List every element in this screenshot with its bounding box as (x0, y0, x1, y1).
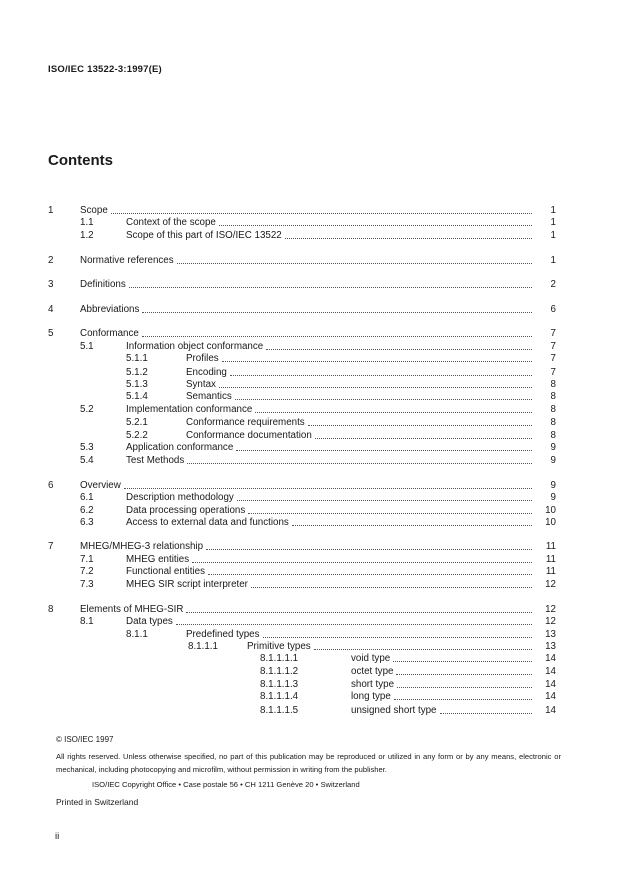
toc-entry-title: MHEG SIR script interpreter (126, 579, 248, 590)
toc-entry-number: 7.2 (80, 566, 94, 577)
toc-entry-title: Scope of this part of ISO/IEC 13522 (126, 230, 282, 241)
toc-entry-title: Primitive types (247, 641, 311, 652)
toc-entry-number: 8.1.1.1 (188, 641, 218, 652)
toc-entry[interactable] (0, 390, 619, 403)
toc-entry[interactable] (0, 254, 619, 267)
toc-entry-number: 8.1.1.1.3 (260, 679, 299, 690)
toc-entry[interactable] (0, 540, 619, 553)
toc-leader-dots (308, 425, 532, 426)
toc-entry-title: Description methodology (126, 492, 234, 503)
toc-entry-title: Scope (80, 205, 108, 216)
toc-leader-dots (219, 225, 532, 226)
toc-entry[interactable] (0, 303, 619, 316)
toc-leader-dots (292, 525, 532, 526)
toc-entry-page: 7 (550, 353, 556, 364)
toc-entry-number: 7.3 (80, 579, 94, 590)
toc-entry-title: MHEG entities (126, 554, 190, 565)
toc-entry-page: 2 (550, 279, 556, 290)
toc-entry-title: Context of the scope (126, 217, 216, 228)
toc-entry-page: 14 (545, 679, 556, 690)
toc-entry-title: Definitions (80, 279, 126, 290)
toc-entry-title: Data types (126, 616, 173, 627)
toc-entry-title: short type (351, 679, 395, 690)
toc-leader-dots (235, 399, 532, 400)
toc-entry-page: 8 (550, 379, 556, 390)
toc-entry-page: 14 (545, 666, 556, 677)
toc-leader-dots (255, 412, 532, 413)
toc-entry-number: 1.2 (80, 230, 94, 241)
toc-entry-page: 13 (545, 641, 556, 652)
toc-entry-title: Overview (80, 480, 121, 491)
toc-entry-number: 5.1.4 (126, 391, 148, 402)
toc-leader-dots (396, 674, 532, 675)
toc-entry-page: 10 (545, 517, 556, 528)
toc-entry-title: Encoding (186, 367, 227, 378)
toc-entry-number: 5.3 (80, 442, 94, 453)
toc-leader-dots (208, 574, 532, 575)
toc-entry-number: 5.2.2 (126, 430, 148, 441)
toc-entry-title: Information object conformance (126, 341, 264, 352)
toc-entry-number: 6.1 (80, 492, 94, 503)
toc-entry-page: 8 (550, 417, 556, 428)
printed-in-note: Printed in Switzerland (56, 797, 139, 807)
toc-entry-number: 3 (48, 279, 54, 290)
toc-entry-number: 8.1.1.1.1 (260, 653, 299, 664)
toc-entry[interactable] (0, 578, 619, 591)
toc-entry[interactable] (0, 652, 619, 665)
toc-entry-title: Syntax (186, 379, 216, 390)
toc-entry[interactable] (0, 352, 619, 365)
toc-entry-number: 5.2.1 (126, 417, 148, 428)
toc-entry-number: 8.1.1 (126, 629, 148, 640)
toc-entry-title: Elements of MHEG-SIR (80, 604, 184, 615)
toc-entry-number: 8.1.1.1.2 (260, 666, 299, 677)
toc-entry-title: Predefined types (186, 629, 260, 640)
toc-entry-title: unsigned short type (351, 705, 437, 716)
toc-leader-dots (393, 661, 532, 662)
toc-entry-title: Semantics (186, 391, 232, 402)
toc-entry-title: Conformance (80, 328, 139, 339)
toc-entry-page: 8 (550, 430, 556, 441)
toc-entry[interactable] (0, 516, 619, 529)
toc-leader-dots (222, 361, 532, 362)
toc-entry-number: 7.1 (80, 554, 94, 565)
toc-entry-page: 12 (545, 604, 556, 615)
toc-entry[interactable] (0, 216, 619, 229)
toc-entry[interactable] (0, 416, 619, 429)
toc-leader-dots (192, 562, 532, 563)
toc-entry-number: 5.4 (80, 455, 94, 466)
toc-entry-title: void type (351, 653, 391, 664)
toc-entry-title: Abbreviations (80, 304, 140, 315)
toc-entry-title: MHEG/MHEG-3 relationship (80, 541, 204, 552)
toc-leader-dots (248, 513, 532, 514)
toc-leader-dots (142, 312, 532, 313)
toc-entry-title: Conformance documentation (186, 430, 312, 441)
toc-entry-number: 4 (48, 304, 54, 315)
toc-entry[interactable] (0, 229, 619, 242)
toc-entry-number: 8.1 (80, 616, 94, 627)
toc-entry-page: 11 (545, 541, 556, 552)
toc-entry[interactable] (0, 615, 619, 628)
toc-entry-number: 5.2 (80, 404, 94, 415)
toc-entry-title: Access to external data and functions (126, 517, 289, 528)
toc-entry-page: 6 (550, 304, 556, 315)
toc-entry-title: Test Methods (126, 455, 185, 466)
toc-entry-number: 2 (48, 255, 54, 266)
toc-leader-dots (251, 587, 532, 588)
toc-leader-dots (237, 500, 532, 501)
toc-leader-dots (440, 713, 532, 714)
toc-entry-number: 5.1 (80, 341, 94, 352)
toc-entry-page: 7 (550, 341, 556, 352)
toc-entry-title: Normative references (80, 255, 174, 266)
toc-leader-dots (206, 549, 532, 550)
toc-entry-page: 14 (545, 653, 556, 664)
toc-entry-title: Implementation conformance (126, 404, 253, 415)
toc-entry-number: 7 (48, 541, 54, 552)
copyright-office-address: ISO/IEC Copyright Office • Case postale 56 • CH 1211 Genève 20 • Switzerland (92, 780, 360, 789)
toc-entry-number: 5.1.2 (126, 367, 148, 378)
toc-entry-page: 7 (550, 367, 556, 378)
toc-entry-page: 13 (545, 629, 556, 640)
toc-entry-page: 10 (545, 505, 556, 516)
toc-entry-page: 1 (550, 230, 556, 241)
toc-entry-title: Functional entities (126, 566, 205, 577)
toc-leader-dots (266, 349, 532, 350)
toc-entry-page: 8 (550, 391, 556, 402)
toc-entry[interactable] (0, 454, 619, 467)
toc-entry-number: 5 (48, 328, 54, 339)
toc-entry-page: 9 (550, 442, 556, 453)
toc-entry[interactable] (0, 690, 619, 703)
toc-entry-page: 14 (545, 691, 556, 702)
toc-leader-dots (219, 387, 532, 388)
toc-entry-page: 14 (545, 705, 556, 716)
page-number: ii (55, 831, 60, 842)
page-title: Contents (48, 152, 113, 169)
rights-statement: All rights reserved. Unless otherwise specified, no part of this publication may be reproduced or utilized in any form or by any means, electronic or mechanical, including photocopying and microfilm, without permission in writing from the publisher. (56, 752, 561, 774)
toc-entry-number: 1.1 (80, 217, 94, 228)
standard-identifier: ISO/IEC 13522-3:1997(E) (48, 64, 162, 75)
toc-entry-number: 6.2 (80, 505, 94, 516)
toc-leader-dots (397, 687, 532, 688)
copyright-notice: © ISO/IEC 1997 (56, 735, 114, 744)
toc-leader-dots (187, 463, 532, 464)
toc-entry[interactable] (0, 403, 619, 416)
toc-entry-number: 5.1.1 (126, 353, 148, 364)
toc-entry-number: 1 (48, 205, 54, 216)
toc-entry-page: 11 (545, 554, 556, 565)
toc-leader-dots (315, 438, 532, 439)
toc-entry-number: 6 (48, 480, 54, 491)
toc-entry-title: Data processing operations (126, 505, 246, 516)
toc-leader-dots (263, 637, 532, 638)
toc-entry-title: Profiles (186, 353, 219, 364)
toc-entry-title: Conformance requirements (186, 417, 305, 428)
toc-entry-page: 1 (550, 205, 556, 216)
toc-leader-dots (142, 336, 532, 337)
toc-entry[interactable] (0, 665, 619, 678)
toc-entry-page: 8 (550, 404, 556, 415)
toc-entry-title: octet type (351, 666, 394, 677)
toc-leader-dots (177, 263, 532, 264)
toc-entry[interactable] (0, 565, 619, 578)
toc-leader-dots (186, 612, 532, 613)
toc-leader-dots (111, 213, 532, 214)
toc-entry-page: 9 (550, 455, 556, 466)
toc-entry-number: 8 (48, 604, 54, 615)
toc-entry-title: Application conformance (126, 442, 234, 453)
toc-leader-dots (236, 450, 532, 451)
toc-leader-dots (285, 238, 532, 239)
toc-entry-number: 5.1.3 (126, 379, 148, 390)
toc-entry[interactable] (0, 491, 619, 504)
toc-entry-number: 8.1.1.1.4 (260, 691, 299, 702)
toc-entry-page: 9 (550, 480, 556, 491)
toc-entry-page: 12 (545, 616, 556, 627)
toc-leader-dots (124, 488, 532, 489)
toc-leader-dots (230, 375, 532, 376)
toc-entry[interactable] (0, 327, 619, 340)
toc-entry-page: 9 (550, 492, 556, 503)
toc-entry[interactable] (0, 441, 619, 454)
toc-leader-dots (176, 624, 532, 625)
toc-entry[interactable] (0, 704, 619, 717)
toc-entry-number: 6.3 (80, 517, 94, 528)
toc-leader-dots (129, 287, 532, 288)
toc-entry-page: 1 (550, 255, 556, 266)
toc-entry-title: long type (351, 691, 391, 702)
toc-entry-page: 11 (545, 566, 556, 577)
toc-entry-page: 7 (550, 328, 556, 339)
toc-entry-number: 8.1.1.1.5 (260, 705, 299, 716)
toc-leader-dots (394, 699, 532, 700)
toc-entry-page: 12 (545, 579, 556, 590)
toc-entry[interactable] (0, 278, 619, 291)
toc-leader-dots (314, 649, 532, 650)
toc-entry-page: 1 (550, 217, 556, 228)
